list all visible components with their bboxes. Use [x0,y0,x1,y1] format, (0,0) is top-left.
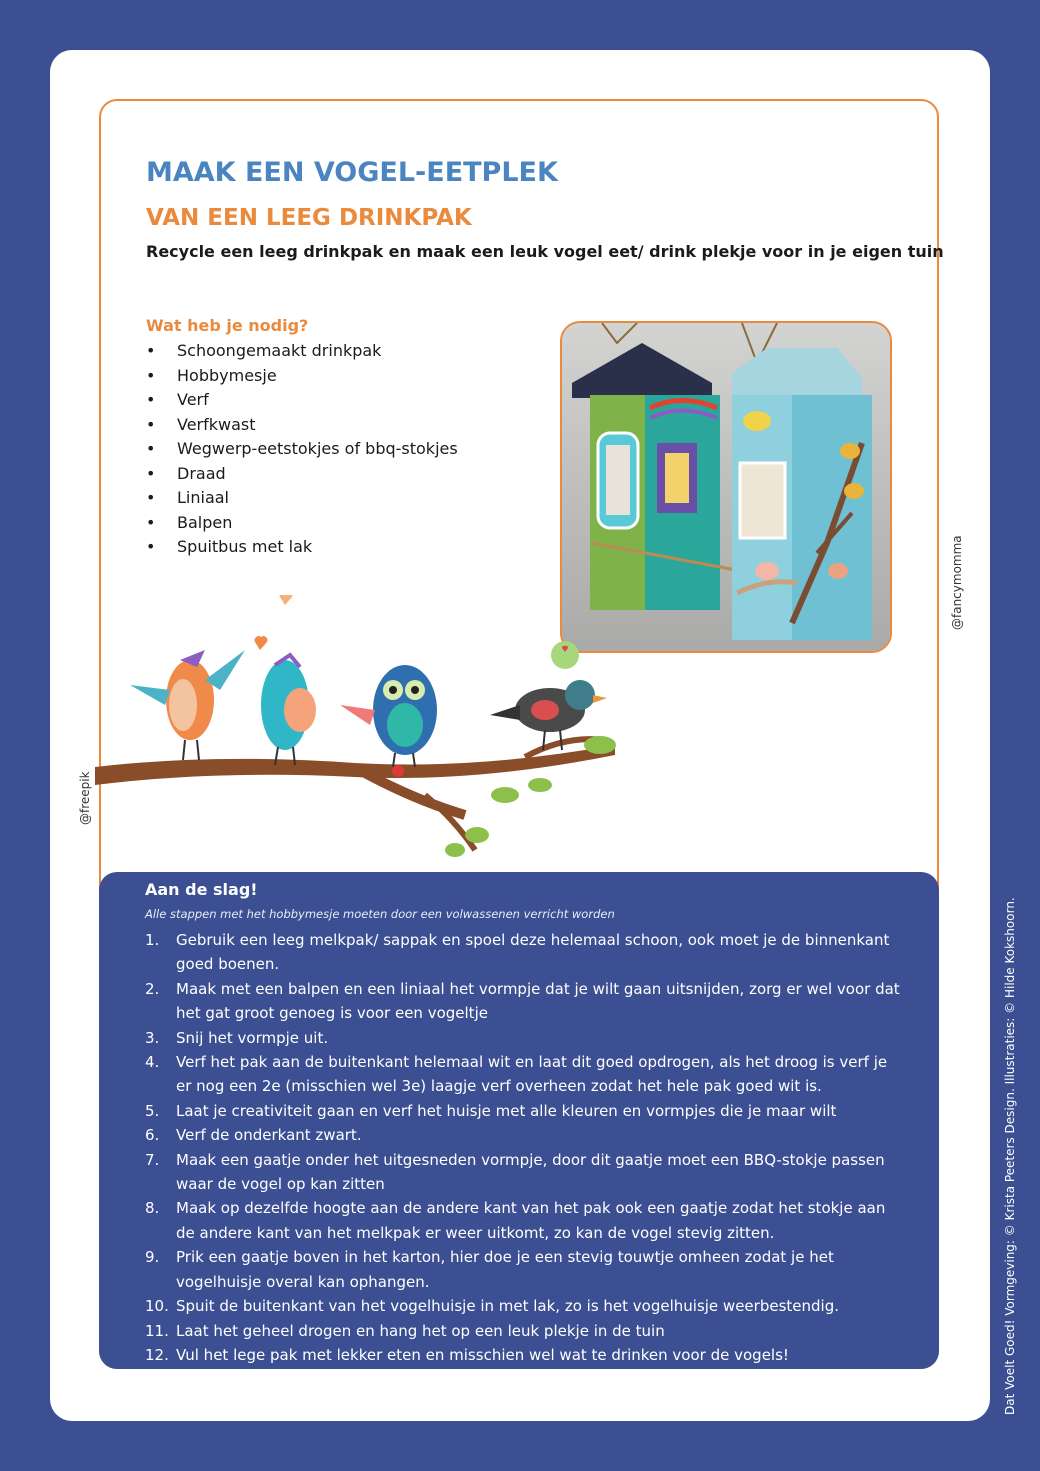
bullet: • [146,537,156,556]
photo-credit: @fancymomma [950,535,964,630]
page-title: MAAK EEN VOGEL-EETPLEK [146,157,558,188]
needs-heading: Wat heb je nodig? [146,316,309,335]
bullet: • [146,512,156,532]
list-item: • Balpen [146,511,458,536]
list-item: 12. Vul het lege pak met lekker eten en misschien wel wat te drinken voor de vogels! [145,1343,905,1367]
footer-credit: Dat Voelt Goed! Vormgeving: © Krista Peeters Design. Illustraties: © Hilde Kokshoorn. [1003,897,1017,1415]
list-item: • Wegwerp-eetstokjes of bbq-stokjes [146,437,458,462]
list-item: • Schoongemaakt drinkpak [146,339,458,364]
bullet: • [146,341,156,360]
list-item: 8. Maak op dezelfde hoogte aan de andere kant van het pak ook een gaatje zodat het stokje aan de andere kant van het melkpak er weer uitkomt, zo kan de vogel stevig zitten. [145,1196,905,1245]
steps-heading: Aan de slag! [145,880,258,899]
list-item: 11. Laat het geheel drogen en hang het op een leuk plekje in de tuin [145,1319,905,1343]
page-subtitle: VAN EEN LEEG DRINKPAK [146,205,472,231]
bullet: • [146,414,156,434]
list-item: • Liniaal [146,486,458,511]
needs-list [146,339,458,560]
illustration-credit: @freepik [78,771,92,825]
bullet: • [146,463,156,483]
step-number: 11. [145,1321,169,1340]
list-item: • Verfkwast [146,413,458,438]
steps-panel [99,872,939,1369]
list-item: • Draad [146,462,458,487]
step-number: 9. [145,1248,160,1267]
list-item: 3. Snij het vormpje uit. [145,1026,905,1050]
list-item: 5. Laat je creativiteit gaan en verf het huisje met alle kleuren en vormpjes die je maar wilt [145,1099,905,1123]
step-number: 10. [145,1297,169,1316]
step-number: 7. [145,1150,160,1169]
bullet: • [146,390,156,409]
list-item: 9. Prik een gaatje boven in het karton, hier doe je een stevig touwtje omheen zodat je het vogelhuisje overal kan ophangen. [145,1245,905,1294]
steps-note: Alle stappen met het hobbymesje moeten door een volwassenen verricht worden [145,907,615,921]
list-item: 4. Verf het pak aan de buitenkant helemaal wit en laat dit goed opdrogen, als het droog is verf je er nog een 2e (misschien wel 3e) laagje verf overheen zodat het hele pak goed wit is. [145,1050,905,1099]
list-item: 2. Maak met een balpen en een liniaal het vormpje dat je wilt gaan uitsnijden, zorg er wel voor dat het gat groot genoeg is voor een vogeltje [145,977,905,1026]
bullet: • [146,488,156,507]
list-item: 1. Gebruik een leeg melkpak/ sappak en spoel deze helemaal schoon, ook moet je de binnenkant goed boenen. [145,928,905,977]
page-card [50,50,990,1421]
bullet: • [146,365,156,385]
birds-on-branch-illustration [95,595,635,870]
list-item: • Spuitbus met lak [146,535,458,560]
step-number: 2. [145,979,160,998]
step-number: 5. [145,1101,160,1120]
steps-list [145,928,905,1367]
list-item: • Verf [146,388,458,413]
bullet: • [146,439,156,458]
list-item: 10. Spuit de buitenkant van het vogelhuisje in met lak, zo is het vogelhuisje weerbestendig. [145,1294,905,1318]
step-number: 4. [145,1053,160,1072]
step-number: 1. [145,931,160,949]
intro-text: Recycle een leeg drinkpak en maak een leuk vogel eet/ drink plekje voor in je eigen tuin [146,242,944,261]
list-item: • Hobbymesje [146,364,458,389]
list-item: 7. Maak een gaatje onder het uitgesneden vormpje, door dit gaatje moet een BBQ-stokje passen waar de vogel op kan zitten [145,1148,905,1197]
step-number: 3. [145,1028,160,1047]
step-number: 8. [145,1199,160,1218]
step-number: 12. [145,1345,169,1364]
list-item: 6. Verf de onderkant zwart. [145,1123,905,1147]
step-number: 6. [145,1126,160,1145]
